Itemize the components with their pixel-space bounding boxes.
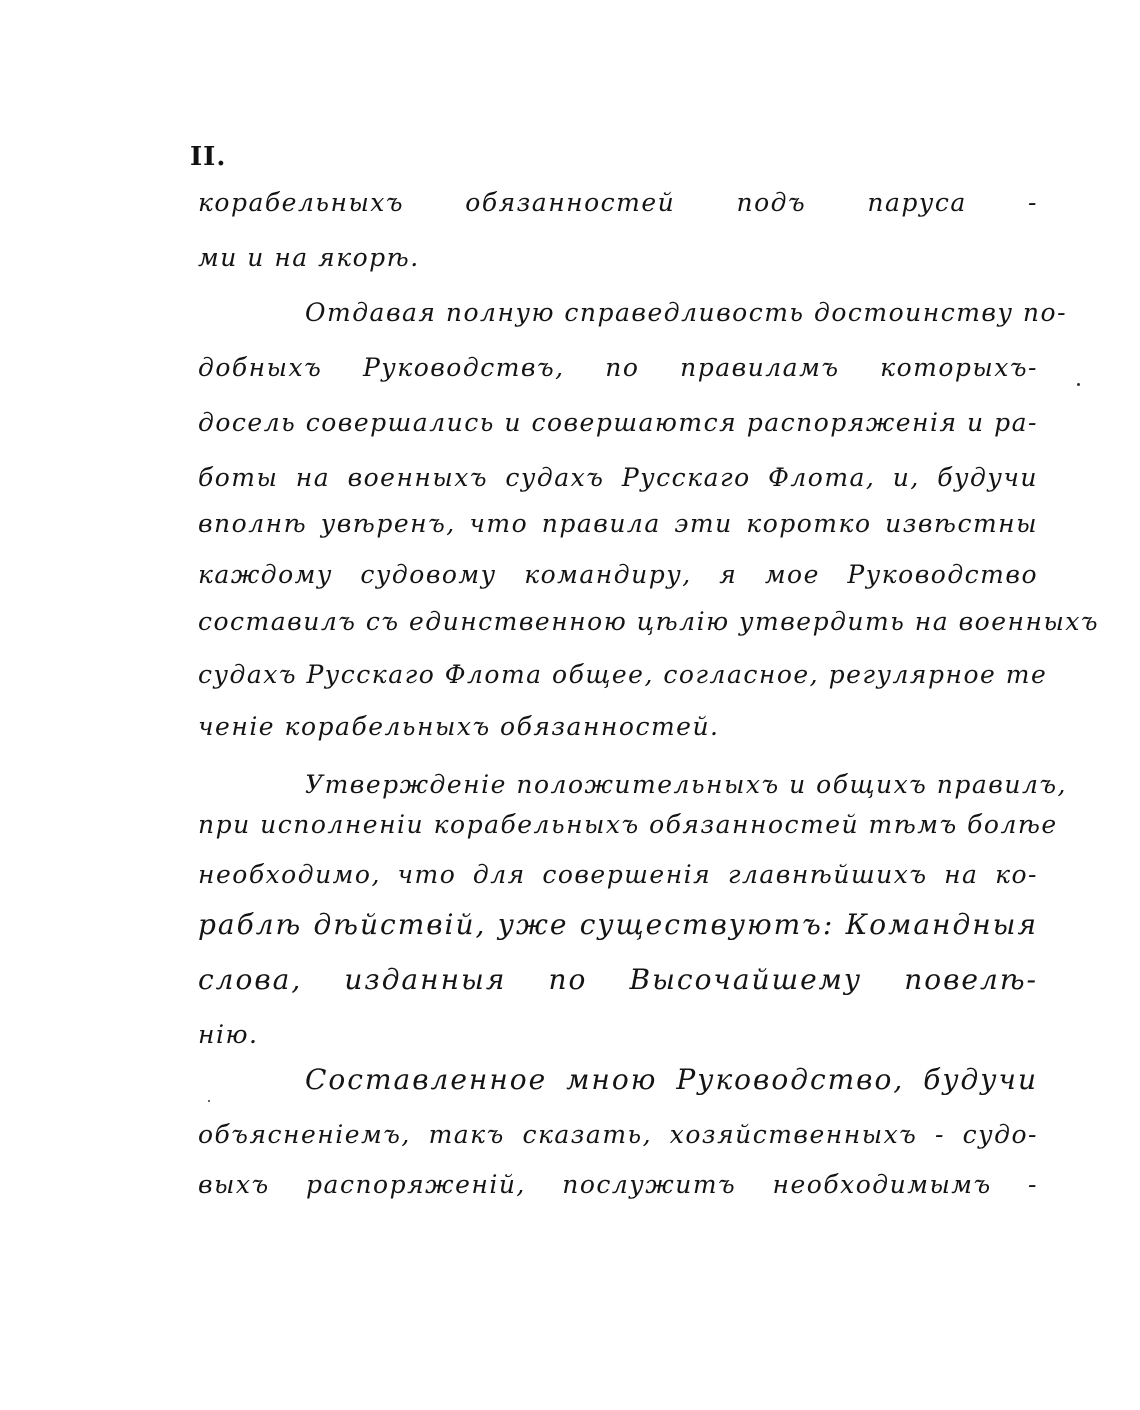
text-line-19: объясненіемъ, такъ сказать, хозяйственныхъ - судо- [198, 1120, 1038, 1149]
text-line-1: корабельныхъ обязанностей подъ паруса - [198, 188, 1038, 217]
text-line-17: нію. [198, 1020, 259, 1049]
text-line-6: боты на военныхъ судахъ Русскаго Флота, и, будучи [198, 463, 1038, 492]
text-line-5: досель совершались и совершаются распоряженія и ра- [198, 408, 1038, 437]
text-line-11: ченіе корабельныхъ обязанностей. [198, 712, 720, 741]
text-line-4: добныхъ Руководствъ, по правиламъ которыхъ- [198, 353, 1038, 382]
text-line-2: ми и на якорѣ. [198, 243, 420, 272]
text-line-12: Утвержденіе положительныхъ и общихъ правилъ, [305, 770, 1067, 799]
text-line-16: слова, изданныя по Высочайшему повелѣ- [198, 963, 1038, 996]
text-line-7: вполнѣ увѣренъ, что правила эти коротко извѣстны [198, 509, 1038, 538]
text-line-14: необходимо, что для совершенія главнѣйшихъ на ко- [198, 860, 1038, 889]
page-number: II. [190, 142, 227, 172]
text-line-20: выхъ распоряженій, послужитъ необходимымъ - [198, 1170, 1038, 1199]
text-line-15: раблѣ дѣйствій, уже существуютъ: Командныя [198, 908, 1038, 941]
text-line-8: каждому судовому командиру, я мое Руководство [198, 560, 1038, 589]
text-line-10: судахъ Русскаго Флота общее, согласное, регулярное те [198, 660, 1048, 689]
text-line-13: при исполненіи корабельныхъ обязанностей тѣмъ болѣе [198, 810, 1058, 839]
text-line-18: Составленное мною Руководство, будучи [305, 1063, 1038, 1096]
ink-speck [208, 1100, 210, 1102]
text-line-9: составилъ съ единственною цѣлію утвердить на военныхъ [198, 607, 1100, 636]
text-line-3: Отдавая полную справедливость достоинству по- [305, 298, 1068, 327]
ink-speck [1077, 383, 1080, 386]
